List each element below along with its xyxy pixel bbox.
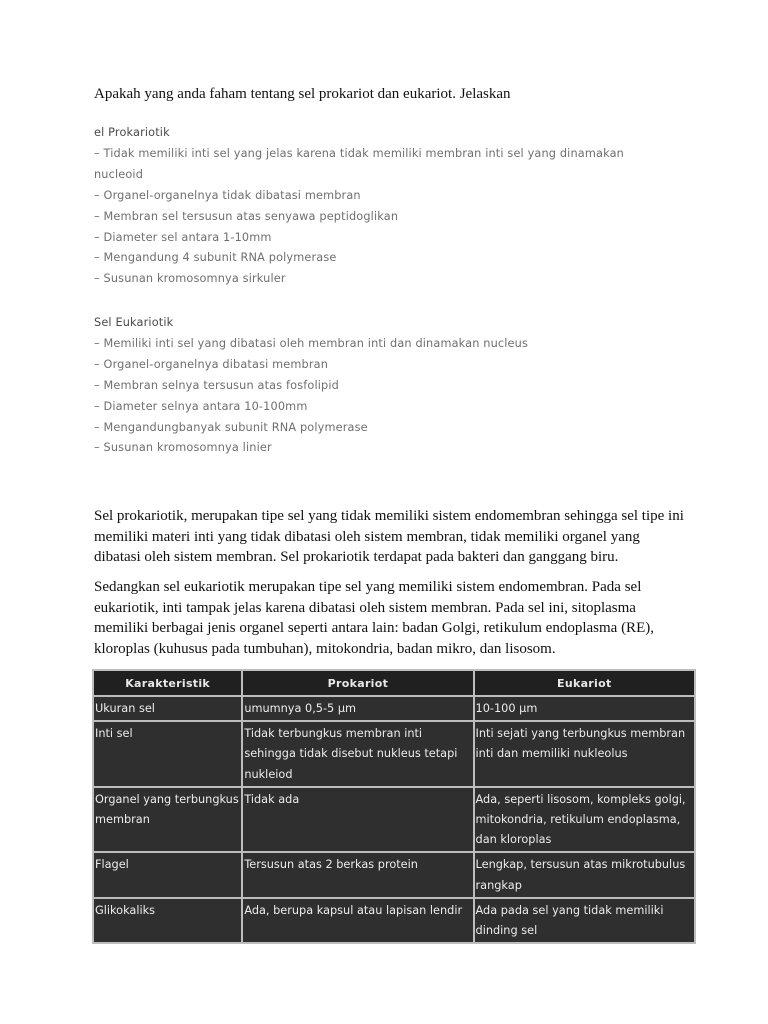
table-cell: Ada, seperti lisosom, kompleks golgi, mitokondria, retikulum endoplasma, dan kloroplas bbox=[474, 787, 695, 853]
table-cell: Lengkap, tersusun atas mikrotubulus rangkap bbox=[474, 852, 695, 897]
prokariotik-line: – Organel-organelnya tidak dibatasi membran bbox=[94, 188, 361, 202]
eukariotik-line: – Mengandungbanyak subunit RNA polymerase bbox=[94, 420, 368, 434]
table-cell: Ukuran sel bbox=[93, 696, 242, 721]
table-cell: Ada, berupa kapsul atau lapisan lendir bbox=[242, 898, 473, 943]
paragraph-eukariotik: Sedangkan sel eukariotik merupakan tipe sel yang memiliki sistem endomembran. Pada sel eukariotik, inti tampak jelas karena dibatasi oleh sistem membran. Pada sel ini, sitoplasma memiliki berbagai jenis organel seperti antara lain: badan Golgi, retikulum endoplasma (RE), kloroplas (kuhusus pada tumbuhan), mitokondria, badan mikro, dan lisosom. bbox=[94, 579, 654, 657]
prokariotik-line: – Tidak memiliki inti sel yang jelas karena tidak memiliki membran inti sel yang dinamakan bbox=[94, 146, 624, 160]
eukariotik-heading: Sel Eukariotik bbox=[94, 316, 174, 329]
eukariotik-line: – Susunan kromosomnya linier bbox=[94, 441, 272, 455]
table-cell: Glikokaliks bbox=[93, 898, 242, 943]
table-row bbox=[93, 787, 695, 853]
eukariotik-section bbox=[94, 313, 528, 459]
prokariotik-line: – Susunan kromosomnya sirkuler bbox=[94, 272, 286, 286]
table-row bbox=[93, 898, 695, 943]
table-row bbox=[93, 696, 695, 721]
eukariotik-line: – Diameter selnya antara 10-100mm bbox=[94, 399, 308, 413]
prokariotik-section bbox=[94, 123, 624, 290]
table-cell: 10-100 µm bbox=[474, 696, 695, 721]
table-cell: Flagel bbox=[93, 852, 242, 897]
prokariotik-line: – Mengandung 4 subunit RNA polymerase bbox=[94, 251, 337, 265]
table-cell: Inti sejati yang terbungkus membran inti dan memiliki nukleolus bbox=[474, 721, 695, 787]
table-row bbox=[93, 721, 695, 787]
table-cell: Tidak ada bbox=[242, 787, 473, 853]
question-heading: Apakah yang anda faham tentang sel prokariot dan eukariot. Jelaskan bbox=[94, 86, 511, 102]
table-cell: Tersusun atas 2 berkas protein bbox=[242, 852, 473, 897]
column-header: Eukariot bbox=[474, 670, 695, 696]
prokariotik-line: nucleoid bbox=[94, 167, 144, 181]
table-cell: Ada pada sel yang tidak memiliki dinding sel bbox=[474, 898, 695, 943]
prokariotik-heading: el Prokariotik bbox=[94, 126, 170, 139]
table-cell: Inti sel bbox=[93, 721, 242, 787]
eukariotik-line: – Memiliki inti sel yang dibatasi oleh membran inti dan dinamakan nucleus bbox=[94, 336, 529, 350]
prokariotik-line: – Membran sel tersusun atas senyawa peptidoglikan bbox=[94, 209, 399, 223]
eukariotik-line: – Organel-organelnya dibatasi membran bbox=[94, 357, 329, 371]
table-cell: Organel yang terbungkus membran bbox=[93, 787, 242, 853]
comparison-table bbox=[92, 669, 696, 944]
paragraph-prokariotik: Sel prokariotik, merupakan tipe sel yang tidak memiliki sistem endomembran sehingga sel tipe ini memiliki materi inti yang tidak dibatasi oleh sistem membran, tidak memiliki organel yang dibatasi oleh sistem membran. Sel prokariotik terdapat pada bakteri dan ganggang biru. bbox=[94, 508, 684, 565]
table-header-row bbox=[93, 670, 695, 696]
table-cell: umumnya 0,5-5 µm bbox=[242, 696, 473, 721]
eukariotik-line: – Membran selnya tersusun atas fosfolipid bbox=[94, 378, 339, 392]
table-row bbox=[93, 852, 695, 897]
prokariotik-line: – Diameter sel antara 1-10mm bbox=[94, 230, 272, 244]
table-cell: Tidak terbungkus membran inti sehingga tidak disebut nukleus tetapi nukleiod bbox=[242, 721, 473, 787]
column-header: Karakteristik bbox=[93, 670, 242, 696]
column-header: Prokariot bbox=[242, 670, 473, 696]
